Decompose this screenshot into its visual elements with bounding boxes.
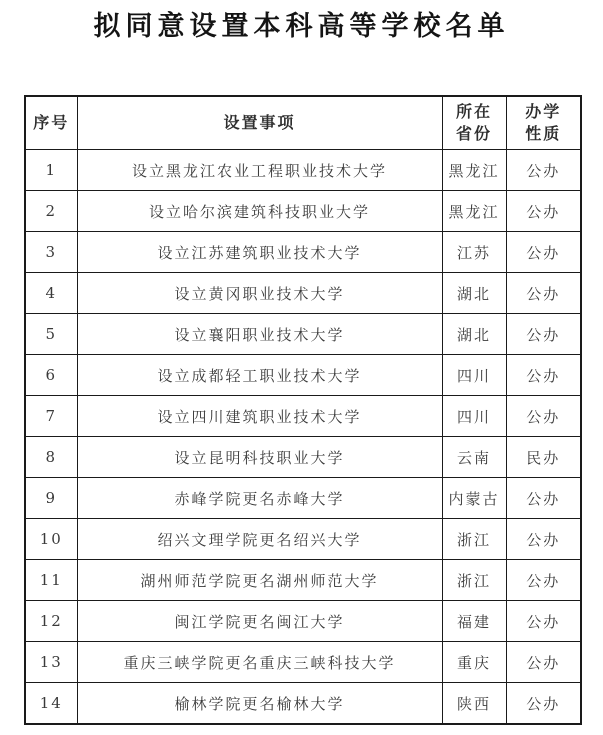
table-row xyxy=(25,519,581,560)
cell-serial-number: 12 xyxy=(25,601,77,642)
cell-serial-number: 13 xyxy=(25,642,77,683)
cell-province: 云南 xyxy=(442,437,506,478)
cell-province: 浙江 xyxy=(442,560,506,601)
header-label-line2: 性质 xyxy=(525,124,562,143)
header-label-line2: 省份 xyxy=(455,124,492,143)
cell-school-type: 公办 xyxy=(506,314,581,355)
cell-setup-item: 设立黑龙江农业工程职业技术大学 xyxy=(77,150,442,191)
page-title: 拟同意设置本科高等学校名单 xyxy=(93,11,510,42)
cell-province: 黑龙江 xyxy=(442,150,506,191)
cell-setup-item: 赤峰学院更名赤峰大学 xyxy=(77,478,442,519)
cell-school-type: 公办 xyxy=(506,519,581,560)
cell-province: 黑龙江 xyxy=(442,191,506,232)
cell-serial-number: 3 xyxy=(25,232,77,273)
cell-province: 陕西 xyxy=(442,683,506,725)
header-label-line1: 所在 xyxy=(455,102,492,122)
cell-school-type: 公办 xyxy=(506,560,581,601)
table-row xyxy=(25,560,581,601)
cell-school-type: 公办 xyxy=(506,150,581,191)
cell-school-type: 公办 xyxy=(506,478,581,519)
cell-serial-number: 8 xyxy=(25,437,77,478)
cell-setup-item: 设立四川建筑职业技术大学 xyxy=(77,396,442,437)
cell-school-type: 公办 xyxy=(506,191,581,232)
cell-setup-item: 设立哈尔滨建筑科技职业大学 xyxy=(77,191,442,232)
cell-serial-number: 6 xyxy=(25,355,77,396)
header-province xyxy=(442,96,506,150)
cell-setup-item: 绍兴文理学院更名绍兴大学 xyxy=(77,519,442,560)
header-serial-number xyxy=(25,96,77,150)
header-setup-item xyxy=(77,96,442,150)
table-row xyxy=(25,314,581,355)
cell-serial-number: 11 xyxy=(25,560,77,601)
header-row xyxy=(25,96,581,150)
table-body xyxy=(25,150,581,725)
cell-serial-number: 2 xyxy=(25,191,77,232)
table-header xyxy=(25,96,581,150)
table-row xyxy=(25,232,581,273)
cell-school-type: 公办 xyxy=(506,396,581,437)
cell-setup-item: 闽江学院更名闽江大学 xyxy=(77,601,442,642)
table-row xyxy=(25,478,581,519)
header-label-line1: 办学 xyxy=(525,102,562,122)
cell-province: 福建 xyxy=(442,601,506,642)
cell-setup-item: 设立昆明科技职业大学 xyxy=(77,437,442,478)
cell-setup-item: 榆林学院更名榆林大学 xyxy=(77,683,442,725)
table-row xyxy=(25,273,581,314)
table-row xyxy=(25,191,581,232)
header-school-type xyxy=(506,96,581,150)
cell-serial-number: 14 xyxy=(25,683,77,725)
table-row xyxy=(25,683,581,725)
cell-province: 江苏 xyxy=(442,232,506,273)
table-row xyxy=(25,355,581,396)
cell-serial-number: 7 xyxy=(25,396,77,437)
cell-serial-number: 4 xyxy=(25,273,77,314)
cell-setup-item: 设立成都轻工职业技术大学 xyxy=(77,355,442,396)
cell-school-type: 公办 xyxy=(506,642,581,683)
schools-table xyxy=(24,95,582,725)
cell-school-type: 公办 xyxy=(506,683,581,725)
cell-setup-item: 设立江苏建筑职业技术大学 xyxy=(77,232,442,273)
table-row xyxy=(25,601,581,642)
cell-setup-item: 设立黄冈职业技术大学 xyxy=(77,273,442,314)
cell-province: 湖北 xyxy=(442,314,506,355)
cell-serial-number: 9 xyxy=(25,478,77,519)
cell-province: 内蒙古 xyxy=(442,478,506,519)
cell-school-type: 公办 xyxy=(506,355,581,396)
cell-school-type: 公办 xyxy=(506,601,581,642)
cell-serial-number: 10 xyxy=(25,519,77,560)
cell-school-type: 公办 xyxy=(506,232,581,273)
cell-serial-number: 1 xyxy=(25,150,77,191)
header-label: 设置事项 xyxy=(223,113,296,133)
header-label: 序号 xyxy=(33,113,70,133)
cell-province: 四川 xyxy=(442,355,506,396)
cell-setup-item: 设立襄阳职业技术大学 xyxy=(77,314,442,355)
cell-province: 浙江 xyxy=(442,519,506,560)
cell-school-type: 民办 xyxy=(506,437,581,478)
cell-province: 四川 xyxy=(442,396,506,437)
table-row xyxy=(25,437,581,478)
cell-setup-item: 重庆三峡学院更名重庆三峡科技大学 xyxy=(77,642,442,683)
cell-province: 重庆 xyxy=(442,642,506,683)
table-row xyxy=(25,642,581,683)
cell-school-type: 公办 xyxy=(506,273,581,314)
table-row xyxy=(25,150,581,191)
table-row xyxy=(25,396,581,437)
cell-province: 湖北 xyxy=(442,273,506,314)
cell-setup-item: 湖州师范学院更名湖州师范大学 xyxy=(77,560,442,601)
cell-serial-number: 5 xyxy=(25,314,77,355)
